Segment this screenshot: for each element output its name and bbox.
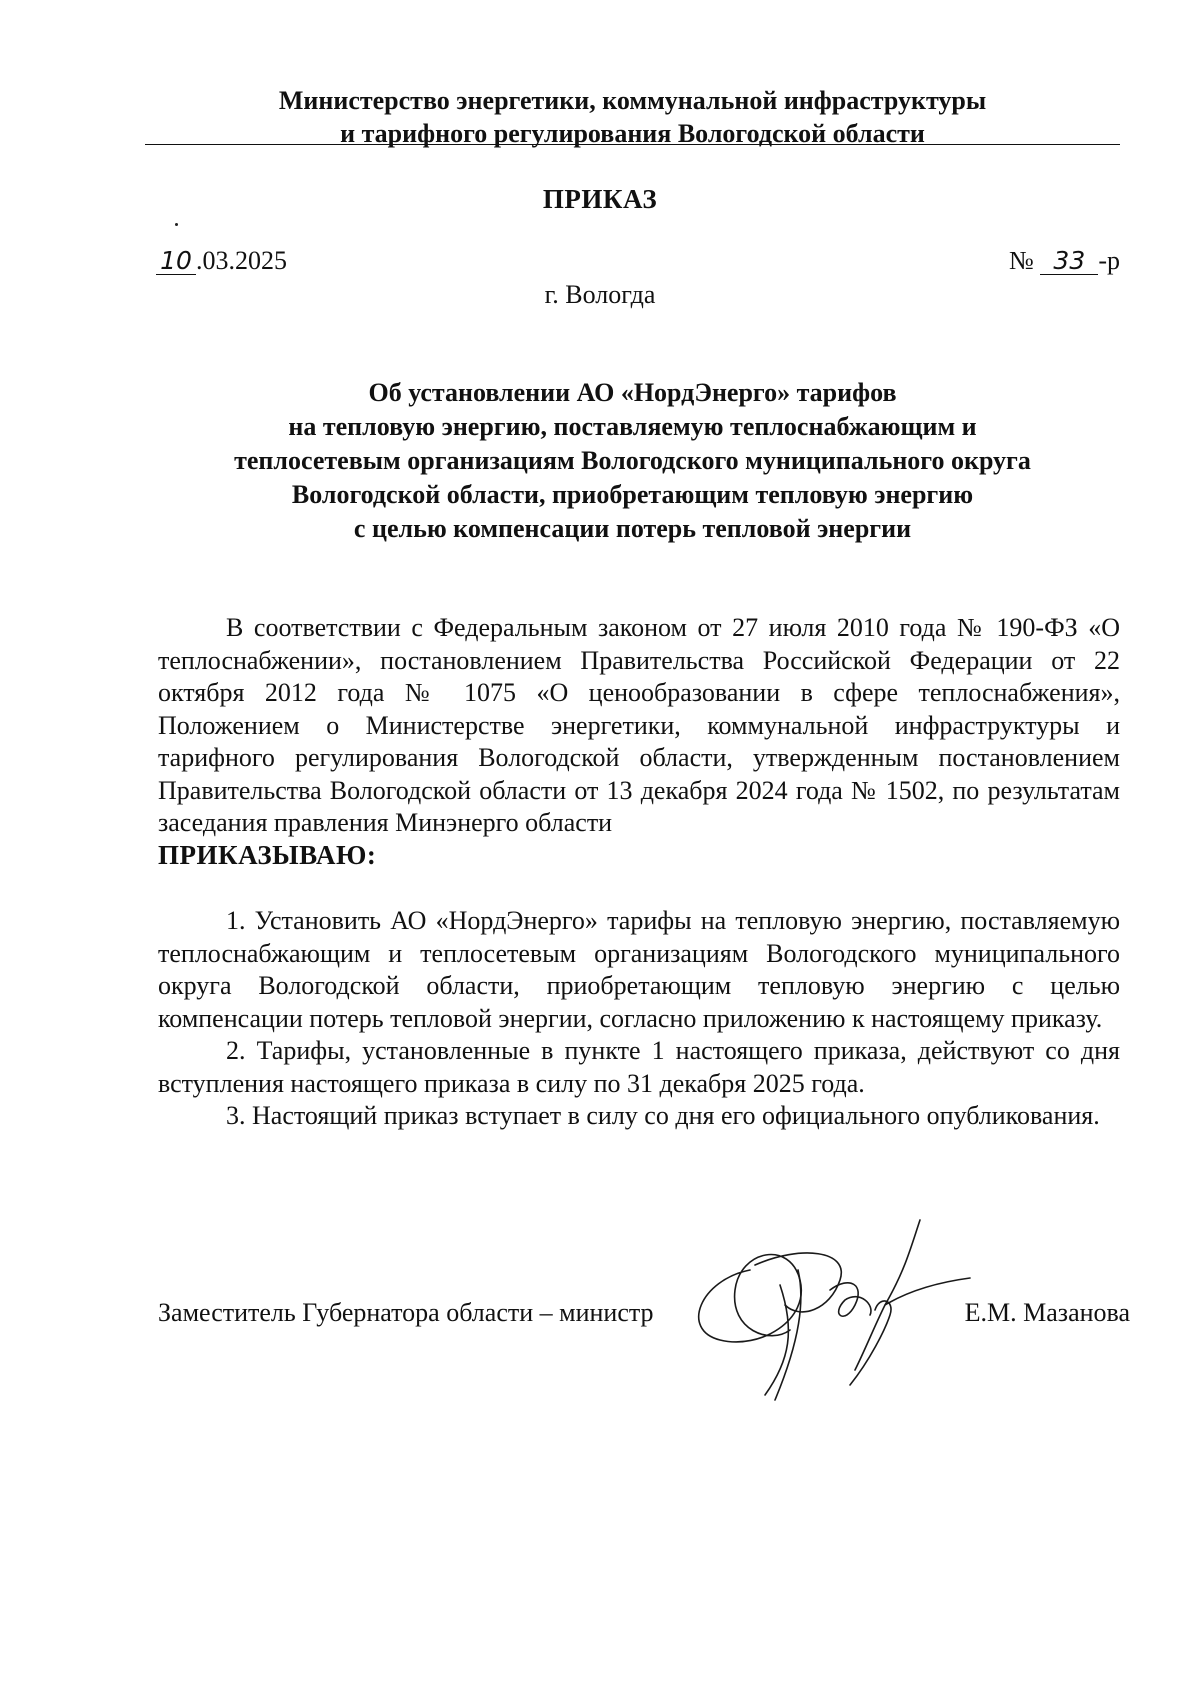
signatory-position: Заместитель Губернатора области – министр: [158, 1298, 654, 1327]
document-city: г. Вологда: [544, 280, 656, 309]
order-keyword: ПРИКАЗЫВАЮ:: [158, 840, 377, 870]
scan-dot-mark: [175, 223, 178, 226]
date-day-handwritten: 10: [156, 248, 196, 275]
subject-line: Об установлении АО «НордЭнерго» тарифов: [368, 378, 897, 407]
subject-line: на тепловую энергию, поставляемую теплоснабжающим и: [288, 412, 977, 441]
order-item-3: 3. Настоящий приказ вступает в силу со дня его официального опубликования.: [226, 1101, 1100, 1130]
organization-line-1: Министерство энергетики, коммунальной инфраструктуры: [278, 86, 987, 115]
subject-line: теплосетевым организациям Вологодского муниципального округа: [234, 446, 1031, 475]
document-type-title: ПРИКАЗ: [542, 184, 658, 214]
organization-header: [145, 84, 1120, 150]
header-rule: [145, 144, 1120, 145]
order-items: [158, 905, 1120, 1133]
number-sign: №: [1009, 246, 1034, 275]
document-date: [156, 246, 287, 276]
signatory-name: Е.М. Мазанова: [964, 1298, 1130, 1327]
order-item-2: 2. Тарифы, установленные в пункте 1 настоящего приказа, действуют со дня вступления настоящего приказа в силу по 31 декабря 2025 года.: [158, 1036, 1120, 1098]
organization-line-2: и тарифного регулирования Вологодской области: [340, 119, 925, 148]
order-item-1: 1. Установить АО «НордЭнерго» тарифы на тепловую энергию, поставляемую теплоснабжающим и теплосетевым организациям Вологодского муниципального округа Вологодской области, приобретающим тепловую энергию с целью компенсации потерь тепловой энергии, согласно приложению к настоящему приказу.: [158, 906, 1120, 1033]
number-suffix: -р: [1098, 246, 1120, 275]
document-number: [1009, 246, 1120, 276]
handwritten-signature: [680, 1210, 980, 1410]
subject-line: Вологодской области, приобретающим тепловую энергию: [291, 480, 974, 509]
preamble-paragraph: В соответствии с Федеральным законом от 27 июля 2010 года № 190-ФЗ «О теплоснабжении», постановлением Правительства Российской Федерации от 22 октября 2012 года № 1075 «О ценообразовании в сфере теплоснабжения», Положением о Министерстве энергетики, коммунальной инфраструктуры и тарифного регулирования Вологодской области, утвержденным постановлением Правительства Вологодской области от 13 декабря 2024 года № 1502, по результатам заседания правления Минэнерго области: [158, 613, 1120, 837]
subject-line: с целью компенсации потерь тепловой энергии: [353, 514, 912, 543]
document-subject: [145, 376, 1120, 546]
date-month-year: .03.2025: [196, 246, 287, 275]
number-handwritten: 33: [1040, 248, 1098, 275]
